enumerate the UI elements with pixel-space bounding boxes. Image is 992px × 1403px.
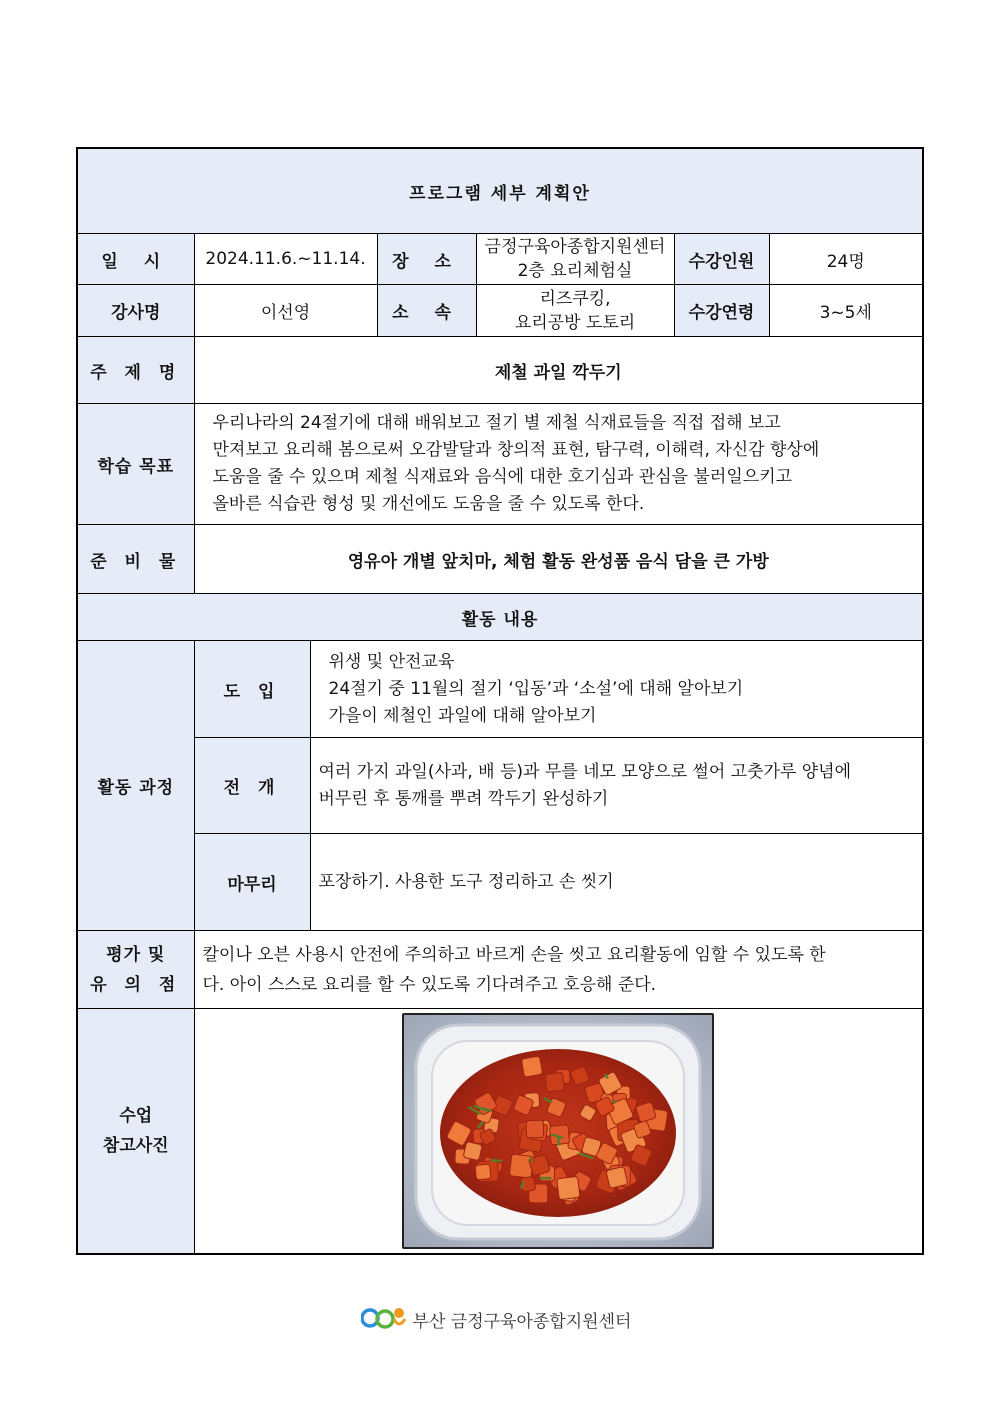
photo-label: [77, 1009, 194, 1255]
evaluation-label: [77, 931, 194, 1009]
age-label: 수강연령: [674, 285, 769, 337]
process-label: 활동 과정: [77, 641, 194, 931]
goal-label: 학습 목표: [77, 404, 194, 525]
activity-header: 활동 내용: [77, 594, 923, 641]
goal-line: 만져보고 요리해 봄으로써 오감발달과 창의적 표현, 탐구력, 이해력, 자신감 향상에: [212, 440, 820, 460]
develop-line: 여러 가지 과일(사과, 배 등)과 무를 네모 모양으로 썰어 고춧가루 양념에: [318, 761, 852, 782]
affiliation-line-1: 리즈쿠킹,: [539, 288, 611, 309]
develop-text: [310, 738, 923, 834]
evaluation-label-line-2: 유 의 점: [90, 974, 182, 995]
finish-text: 포장하기. 사용한 도구 정리하고 손 씻기: [310, 834, 923, 931]
instructor-value: 이선영: [194, 285, 377, 337]
page-title: 프로그램 세부 계획안: [77, 148, 923, 234]
intro-line: 위생 및 안전교육: [328, 651, 455, 672]
date-value: 2024.11.6.~11.14.: [194, 234, 377, 285]
photo-label-line-2: 참고사진: [102, 1136, 169, 1156]
plan-table: [76, 147, 924, 1255]
instructor-label: 강사명: [77, 285, 194, 337]
center-logo-icon: [361, 1303, 407, 1336]
goal-line: 우리나라의 24절기에 대해 배워보고 절기 별 제철 식재료들을 직접 접해 보고: [212, 413, 781, 433]
intro-text: [310, 641, 923, 738]
place-label: 장 소: [377, 234, 476, 285]
date-label: 일 시: [77, 234, 194, 285]
affiliation-line-2: 요리공방 도토리: [514, 312, 636, 333]
intro-label: 도 입: [194, 641, 310, 738]
capacity-value: 24명: [769, 234, 923, 285]
photo-label-line-1: 수업: [119, 1106, 153, 1126]
evaluation-text: [194, 931, 923, 1009]
develop-label: 전 개: [194, 738, 310, 834]
intro-line: 24절기 중 11월의 절기 ‘입동’과 ‘소설’에 대해 알아보기: [328, 678, 744, 699]
finish-label: 마무리: [194, 834, 310, 931]
evaluation-label-line-1: 평가 및: [106, 944, 166, 965]
goal-line: 올바른 식습관 형성 및 개선에도 도움을 줄 수 있도록 한다.: [212, 494, 645, 514]
place-value: [476, 234, 674, 285]
materials-label: 준 비 물: [77, 525, 194, 594]
evaluation-line: 다. 아이 스스로 요리를 할 수 있도록 기다려주고 호응해 준다.: [202, 974, 657, 995]
goal-line: 도움을 줄 수 있으며 제철 식재료와 음식에 대한 호기심과 관심을 불러일으키고: [212, 467, 793, 487]
topic-label: 주 제 명: [77, 337, 194, 404]
affiliation-label: 소 속: [377, 285, 476, 337]
topic-value: 제철 과일 깍두기: [194, 337, 923, 404]
kkakdugi-photo: [402, 1013, 714, 1249]
plan-document: [76, 147, 922, 1255]
place-line-1: 금정구육아종합지원센터: [484, 237, 666, 257]
intro-line: 가을이 제철인 과일에 대해 알아보기: [328, 705, 597, 726]
place-line-2: 2층 요리체험실: [517, 261, 633, 281]
photo-cell: [194, 1009, 923, 1255]
goal-text: [194, 404, 923, 525]
age-value: 3~5세: [769, 285, 923, 337]
affiliation-value: [476, 285, 674, 337]
footer-org-name: 부산 금정구육아종합지원센터: [412, 1312, 632, 1332]
materials-value: 영유아 개별 앞치마, 체험 활동 완성품 음식 담을 큰 가방: [194, 525, 923, 594]
footer: [0, 1303, 992, 1336]
evaluation-line: 칼이나 오븐 사용시 안전에 주의하고 바르게 손을 씻고 요리활동에 임할 수 있도록 한: [202, 944, 826, 965]
develop-line: 버무린 후 통깨를 뿌려 깍두기 완성하기: [318, 788, 609, 809]
capacity-label: 수강인원: [674, 234, 769, 285]
